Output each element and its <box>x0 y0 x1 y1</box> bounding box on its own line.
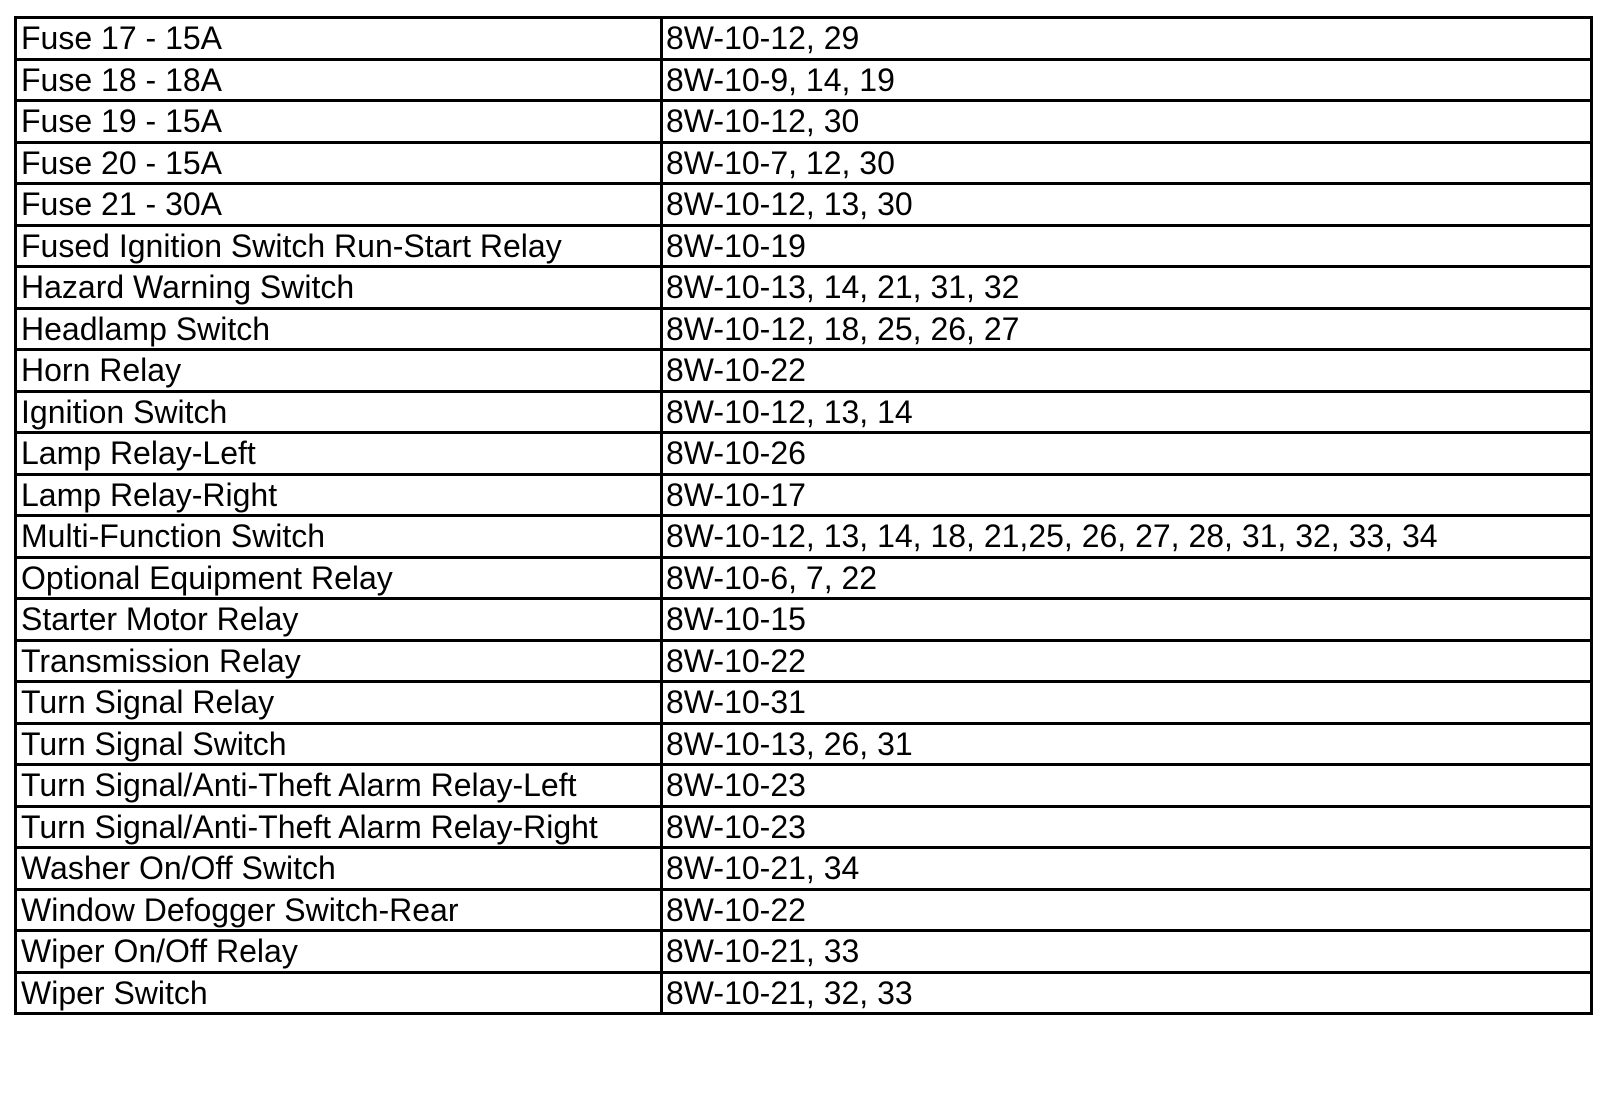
page-reference-cell: 8W-10-22 <box>662 350 1592 392</box>
component-cell: Turn Signal Switch <box>16 723 662 765</box>
page-reference-cell: 8W-10-22 <box>662 889 1592 931</box>
table-body <box>16 18 1592 1014</box>
component-cell: Lamp Relay-Right <box>16 474 662 516</box>
table-row <box>16 640 1592 682</box>
table-row <box>16 599 1592 641</box>
component-cell: Fuse 18 - 18A <box>16 59 662 101</box>
table-row <box>16 267 1592 309</box>
table-row <box>16 391 1592 433</box>
table-row <box>16 806 1592 848</box>
page-reference-cell: 8W-10-9, 14, 19 <box>662 59 1592 101</box>
table-row <box>16 682 1592 724</box>
component-cell: Window Defogger Switch-Rear <box>16 889 662 931</box>
component-cell: Fuse 17 - 15A <box>16 18 662 60</box>
page-reference-cell: 8W-10-26 <box>662 433 1592 475</box>
page-reference-cell: 8W-10-7, 12, 30 <box>662 142 1592 184</box>
table-row <box>16 931 1592 973</box>
page-reference-cell: 8W-10-21, 33 <box>662 931 1592 973</box>
page-reference-cell: 8W-10-17 <box>662 474 1592 516</box>
page-reference-cell: 8W-10-31 <box>662 682 1592 724</box>
page-reference-cell: 8W-10-19 <box>662 225 1592 267</box>
component-cell: Starter Motor Relay <box>16 599 662 641</box>
component-cell: Fused Ignition Switch Run-Start Relay <box>16 225 662 267</box>
page-reference-cell: 8W-10-12, 30 <box>662 101 1592 143</box>
component-cell: Fuse 19 - 15A <box>16 101 662 143</box>
component-cell: Turn Signal/Anti-Theft Alarm Relay-Right <box>16 806 662 848</box>
table-row <box>16 225 1592 267</box>
page-reference-cell: 8W-10-12, 13, 30 <box>662 184 1592 226</box>
page-reference-cell: 8W-10-23 <box>662 806 1592 848</box>
component-index-table <box>14 16 1593 1015</box>
component-cell: Wiper On/Off Relay <box>16 931 662 973</box>
table-row <box>16 18 1592 60</box>
table-row <box>16 184 1592 226</box>
page-reference-cell: 8W-10-12, 18, 25, 26, 27 <box>662 308 1592 350</box>
page-reference-cell: 8W-10-12, 13, 14 <box>662 391 1592 433</box>
table-row <box>16 516 1592 558</box>
page-reference-cell: 8W-10-12, 13, 14, 18, 21,25, 26, 27, 28, 31, 32, 33, 34 <box>662 516 1592 558</box>
page-reference-cell: 8W-10-12, 29 <box>662 18 1592 60</box>
page-reference-cell: 8W-10-21, 34 <box>662 848 1592 890</box>
page-reference-cell: 8W-10-22 <box>662 640 1592 682</box>
page-reference-cell: 8W-10-21, 32, 33 <box>662 972 1592 1014</box>
table-row <box>16 59 1592 101</box>
component-cell: Optional Equipment Relay <box>16 557 662 599</box>
component-cell: Headlamp Switch <box>16 308 662 350</box>
component-cell: Fuse 20 - 15A <box>16 142 662 184</box>
page-reference-cell: 8W-10-13, 14, 21, 31, 32 <box>662 267 1592 309</box>
page-reference-cell: 8W-10-13, 26, 31 <box>662 723 1592 765</box>
component-cell: Transmission Relay <box>16 640 662 682</box>
table-row <box>16 557 1592 599</box>
component-cell: Turn Signal Relay <box>16 682 662 724</box>
table-row <box>16 101 1592 143</box>
component-cell: Hazard Warning Switch <box>16 267 662 309</box>
component-cell: Turn Signal/Anti-Theft Alarm Relay-Left <box>16 765 662 807</box>
table-row <box>16 308 1592 350</box>
table-row <box>16 723 1592 765</box>
component-cell: Multi-Function Switch <box>16 516 662 558</box>
table-row <box>16 972 1592 1014</box>
component-cell: Ignition Switch <box>16 391 662 433</box>
table-row <box>16 433 1592 475</box>
component-cell: Lamp Relay-Left <box>16 433 662 475</box>
table-row <box>16 474 1592 516</box>
table-row <box>16 848 1592 890</box>
page-reference-cell: 8W-10-23 <box>662 765 1592 807</box>
component-cell: Washer On/Off Switch <box>16 848 662 890</box>
component-cell: Wiper Switch <box>16 972 662 1014</box>
component-cell: Horn Relay <box>16 350 662 392</box>
page-reference-cell: 8W-10-15 <box>662 599 1592 641</box>
table-row <box>16 889 1592 931</box>
table-row <box>16 350 1592 392</box>
component-cell: Fuse 21 - 30A <box>16 184 662 226</box>
table-row <box>16 765 1592 807</box>
table-row <box>16 142 1592 184</box>
page-reference-cell: 8W-10-6, 7, 22 <box>662 557 1592 599</box>
